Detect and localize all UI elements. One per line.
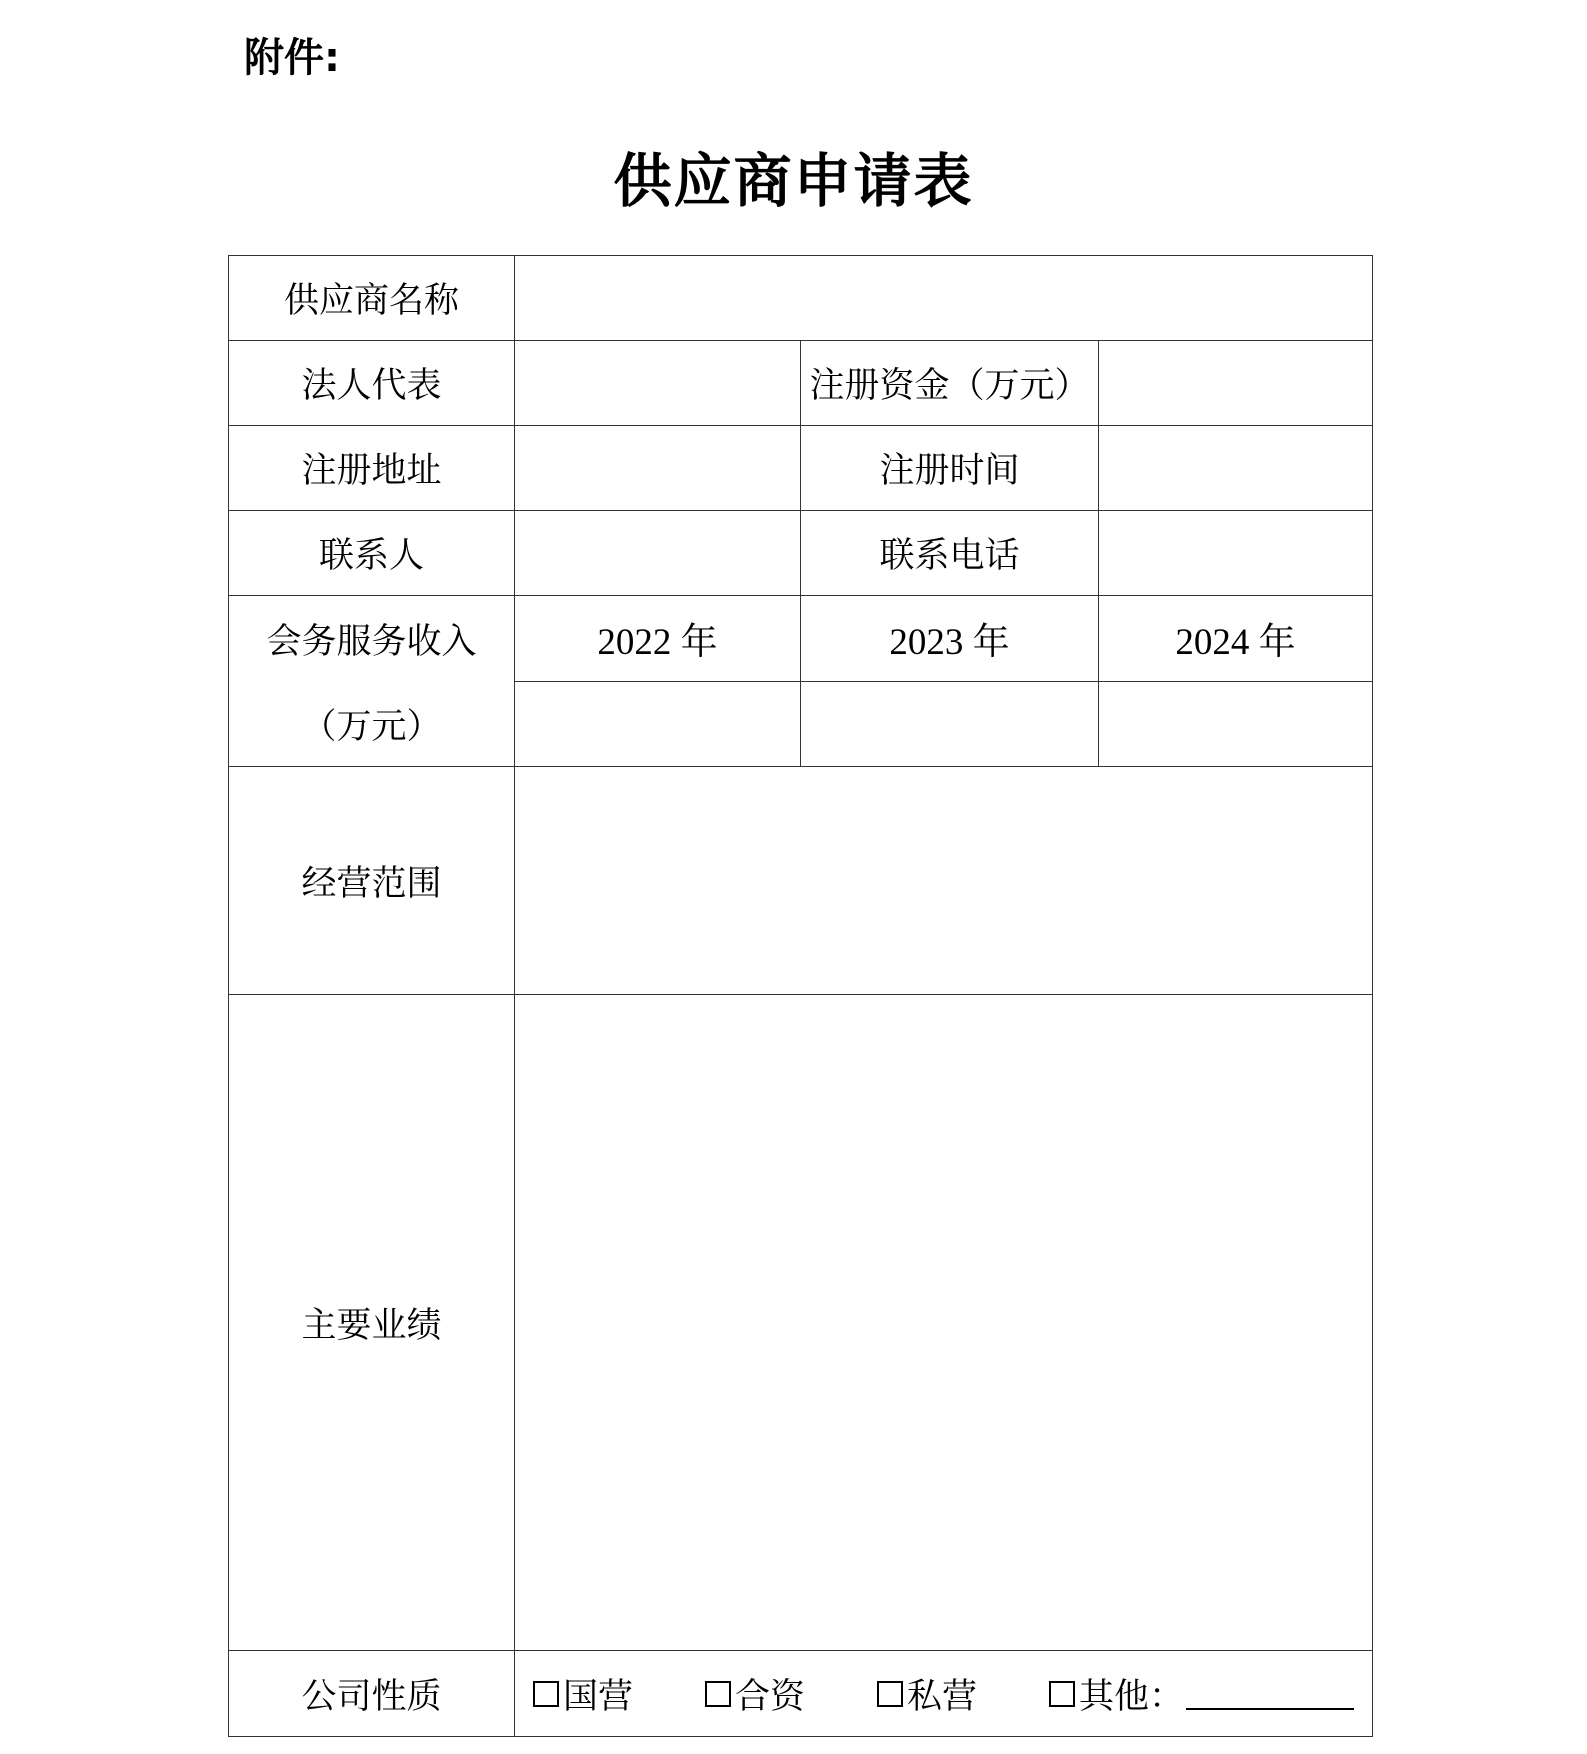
nature-option-label: 国营 (563, 1676, 634, 1717)
registered-capital-field[interactable] (1099, 341, 1373, 426)
checkbox-icon[interactable] (705, 1681, 731, 1707)
revenue-label-line2: （万元） (301, 706, 442, 747)
main-performance-field[interactable] (515, 995, 1373, 1651)
checkbox-icon[interactable] (533, 1681, 559, 1707)
nature-option-label: 合资 (735, 1676, 806, 1717)
checkbox-icon[interactable] (877, 1681, 903, 1707)
contact-phone-label: 联系电话 (801, 511, 1099, 596)
revenue-2023-field[interactable] (801, 681, 1099, 767)
nature-option-state-owned[interactable] (533, 1669, 633, 1719)
revenue-label (229, 596, 515, 767)
business-scope-field[interactable] (515, 767, 1373, 995)
checkbox-icon[interactable] (1049, 1681, 1075, 1707)
contact-person-label: 联系人 (229, 511, 515, 596)
year-2024-header: 2024 年 (1099, 596, 1373, 682)
revenue-2022-field[interactable] (515, 681, 801, 767)
registration-date-field[interactable] (1099, 426, 1373, 511)
registered-capital-label: 注册资金（万元） (801, 341, 1099, 426)
nature-option-other[interactable] (1049, 1669, 1354, 1719)
supplier-name-label: 供应商名称 (229, 256, 515, 341)
page-title: 供应商申请表 (613, 147, 974, 215)
main-performance-label: 主要业绩 (229, 995, 515, 1651)
supplier-application-form (228, 255, 1373, 1737)
registration-date-label: 注册时间 (801, 426, 1099, 511)
year-2022-header: 2022 年 (515, 596, 801, 682)
registered-address-field[interactable] (515, 426, 801, 511)
company-nature-options (515, 1651, 1373, 1737)
nature-option-label: 私营 (907, 1676, 978, 1717)
contact-phone-field[interactable] (1099, 511, 1373, 596)
contact-person-field[interactable] (515, 511, 801, 596)
business-scope-label: 经营范围 (229, 767, 515, 995)
attachment-label: 附件: (244, 35, 340, 81)
revenue-2024-field[interactable] (1099, 681, 1373, 767)
nature-option-joint-venture[interactable] (705, 1669, 805, 1719)
supplier-name-field[interactable] (515, 256, 1373, 341)
registered-address-label: 注册地址 (229, 426, 515, 511)
revenue-label-line1: 会务服务收入 (266, 621, 477, 662)
nature-option-private[interactable] (877, 1669, 977, 1719)
legal-rep-field[interactable] (515, 341, 801, 426)
company-nature-label: 公司性质 (229, 1651, 515, 1737)
legal-rep-label: 法人代表 (229, 341, 515, 426)
nature-option-label: 其他： (1079, 1676, 1185, 1717)
other-blank-line[interactable] (1186, 1678, 1354, 1710)
year-2023-header: 2023 年 (801, 596, 1099, 682)
